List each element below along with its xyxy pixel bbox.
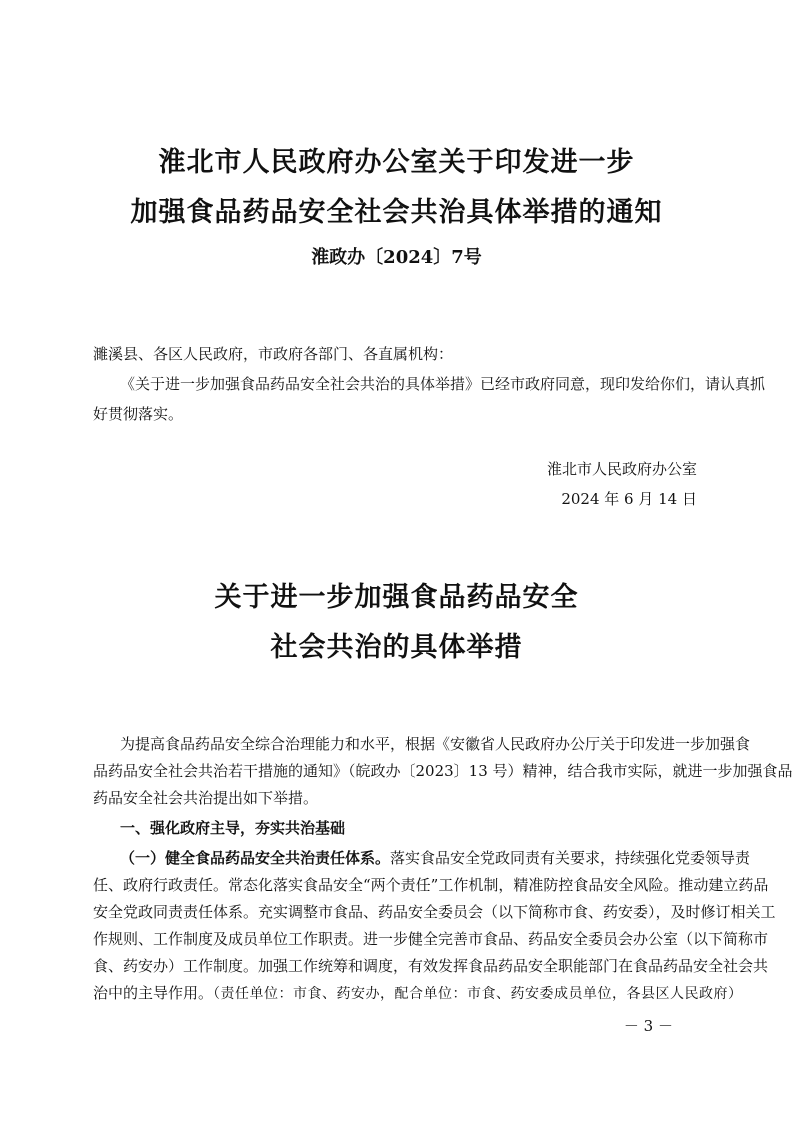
measures-title-line-1: 关于进一步加强食品药品安全 <box>214 582 579 613</box>
notice-title-line-1: 淮北市人民政府办公室关于印发进一步 <box>158 147 635 178</box>
issuer: 淮北市人民政府办公室 <box>546 460 697 478</box>
intro-line-1: 为提高食品药品安全综合治理能力和水平，根据《安徽省人民政府办公厅关于印发进一步加强食 <box>120 735 751 753</box>
item-1-line-6-text: 治中的主导作用。 <box>93 984 214 1002</box>
addressee: 濉溪县、各区人民政府，市政府各部门、各直属机构： <box>93 345 454 363</box>
intro-line-2: 品药品安全社会共治若干措施的通知》（皖政办〔2023〕13 号）精神，结合我市实际，就进一步加强食品 <box>93 762 793 780</box>
item-1-line-1 <box>120 847 751 869</box>
notice-body-line-2: 好贯彻落实。 <box>93 405 184 423</box>
item-1-line-2: 任、政府行政责任。常态化落实食品安全“两个责任”工作机制，精准防控食品安全风险。推动建立药品 <box>93 876 769 894</box>
page-number: － 3 － <box>623 1017 673 1035</box>
issue-date: 2024 年 6 月 14 日 <box>561 490 697 508</box>
item-1-heading: （一）健全食品药品安全共治责任体系。 <box>120 849 391 867</box>
item-1-line-1-text: 落实食品安全党政同责有关要求，持续强化党委领导责 <box>390 849 751 867</box>
item-1-line-3: 安全党政同责责任体系。充实调整市食品、药品安全委员会（以下简称市食、药安委），及时修订相关工 <box>93 903 776 921</box>
item-1-line-6 <box>93 982 743 1005</box>
notice-body-line-1: 《关于进一步加强食品药品安全社会共治的具体举措》已经市政府同意，现印发给你们，请认真抓 <box>120 375 766 393</box>
item-1-line-4: 作规则、工作制度及成员单位工作职责。进一步健全完善市食品、药品安全委员会办公室（以下简称市 <box>93 930 769 948</box>
item-1-responsibility: （责任单位：市食、药安办，配合单位：市食、药安委成员单位，各县区人民政府） <box>213 986 743 1002</box>
notice-title-line-2: 加强食品药品安全社会共治具体举措的通知 <box>130 197 663 228</box>
document-number: 淮政办〔2024〕7号 <box>311 247 482 268</box>
section-1-heading: 一、强化政府主导，夯实共治基础 <box>120 819 346 837</box>
intro-line-3: 药品安全社会共治提出如下举措。 <box>93 789 319 807</box>
item-1-line-5: 食、药安办）工作制度。加强工作统筹和调度，有效发挥食品药品安全职能部门在食品药品安全社会共 <box>93 957 769 975</box>
measures-title-line-2: 社会共治的具体举措 <box>270 632 523 663</box>
